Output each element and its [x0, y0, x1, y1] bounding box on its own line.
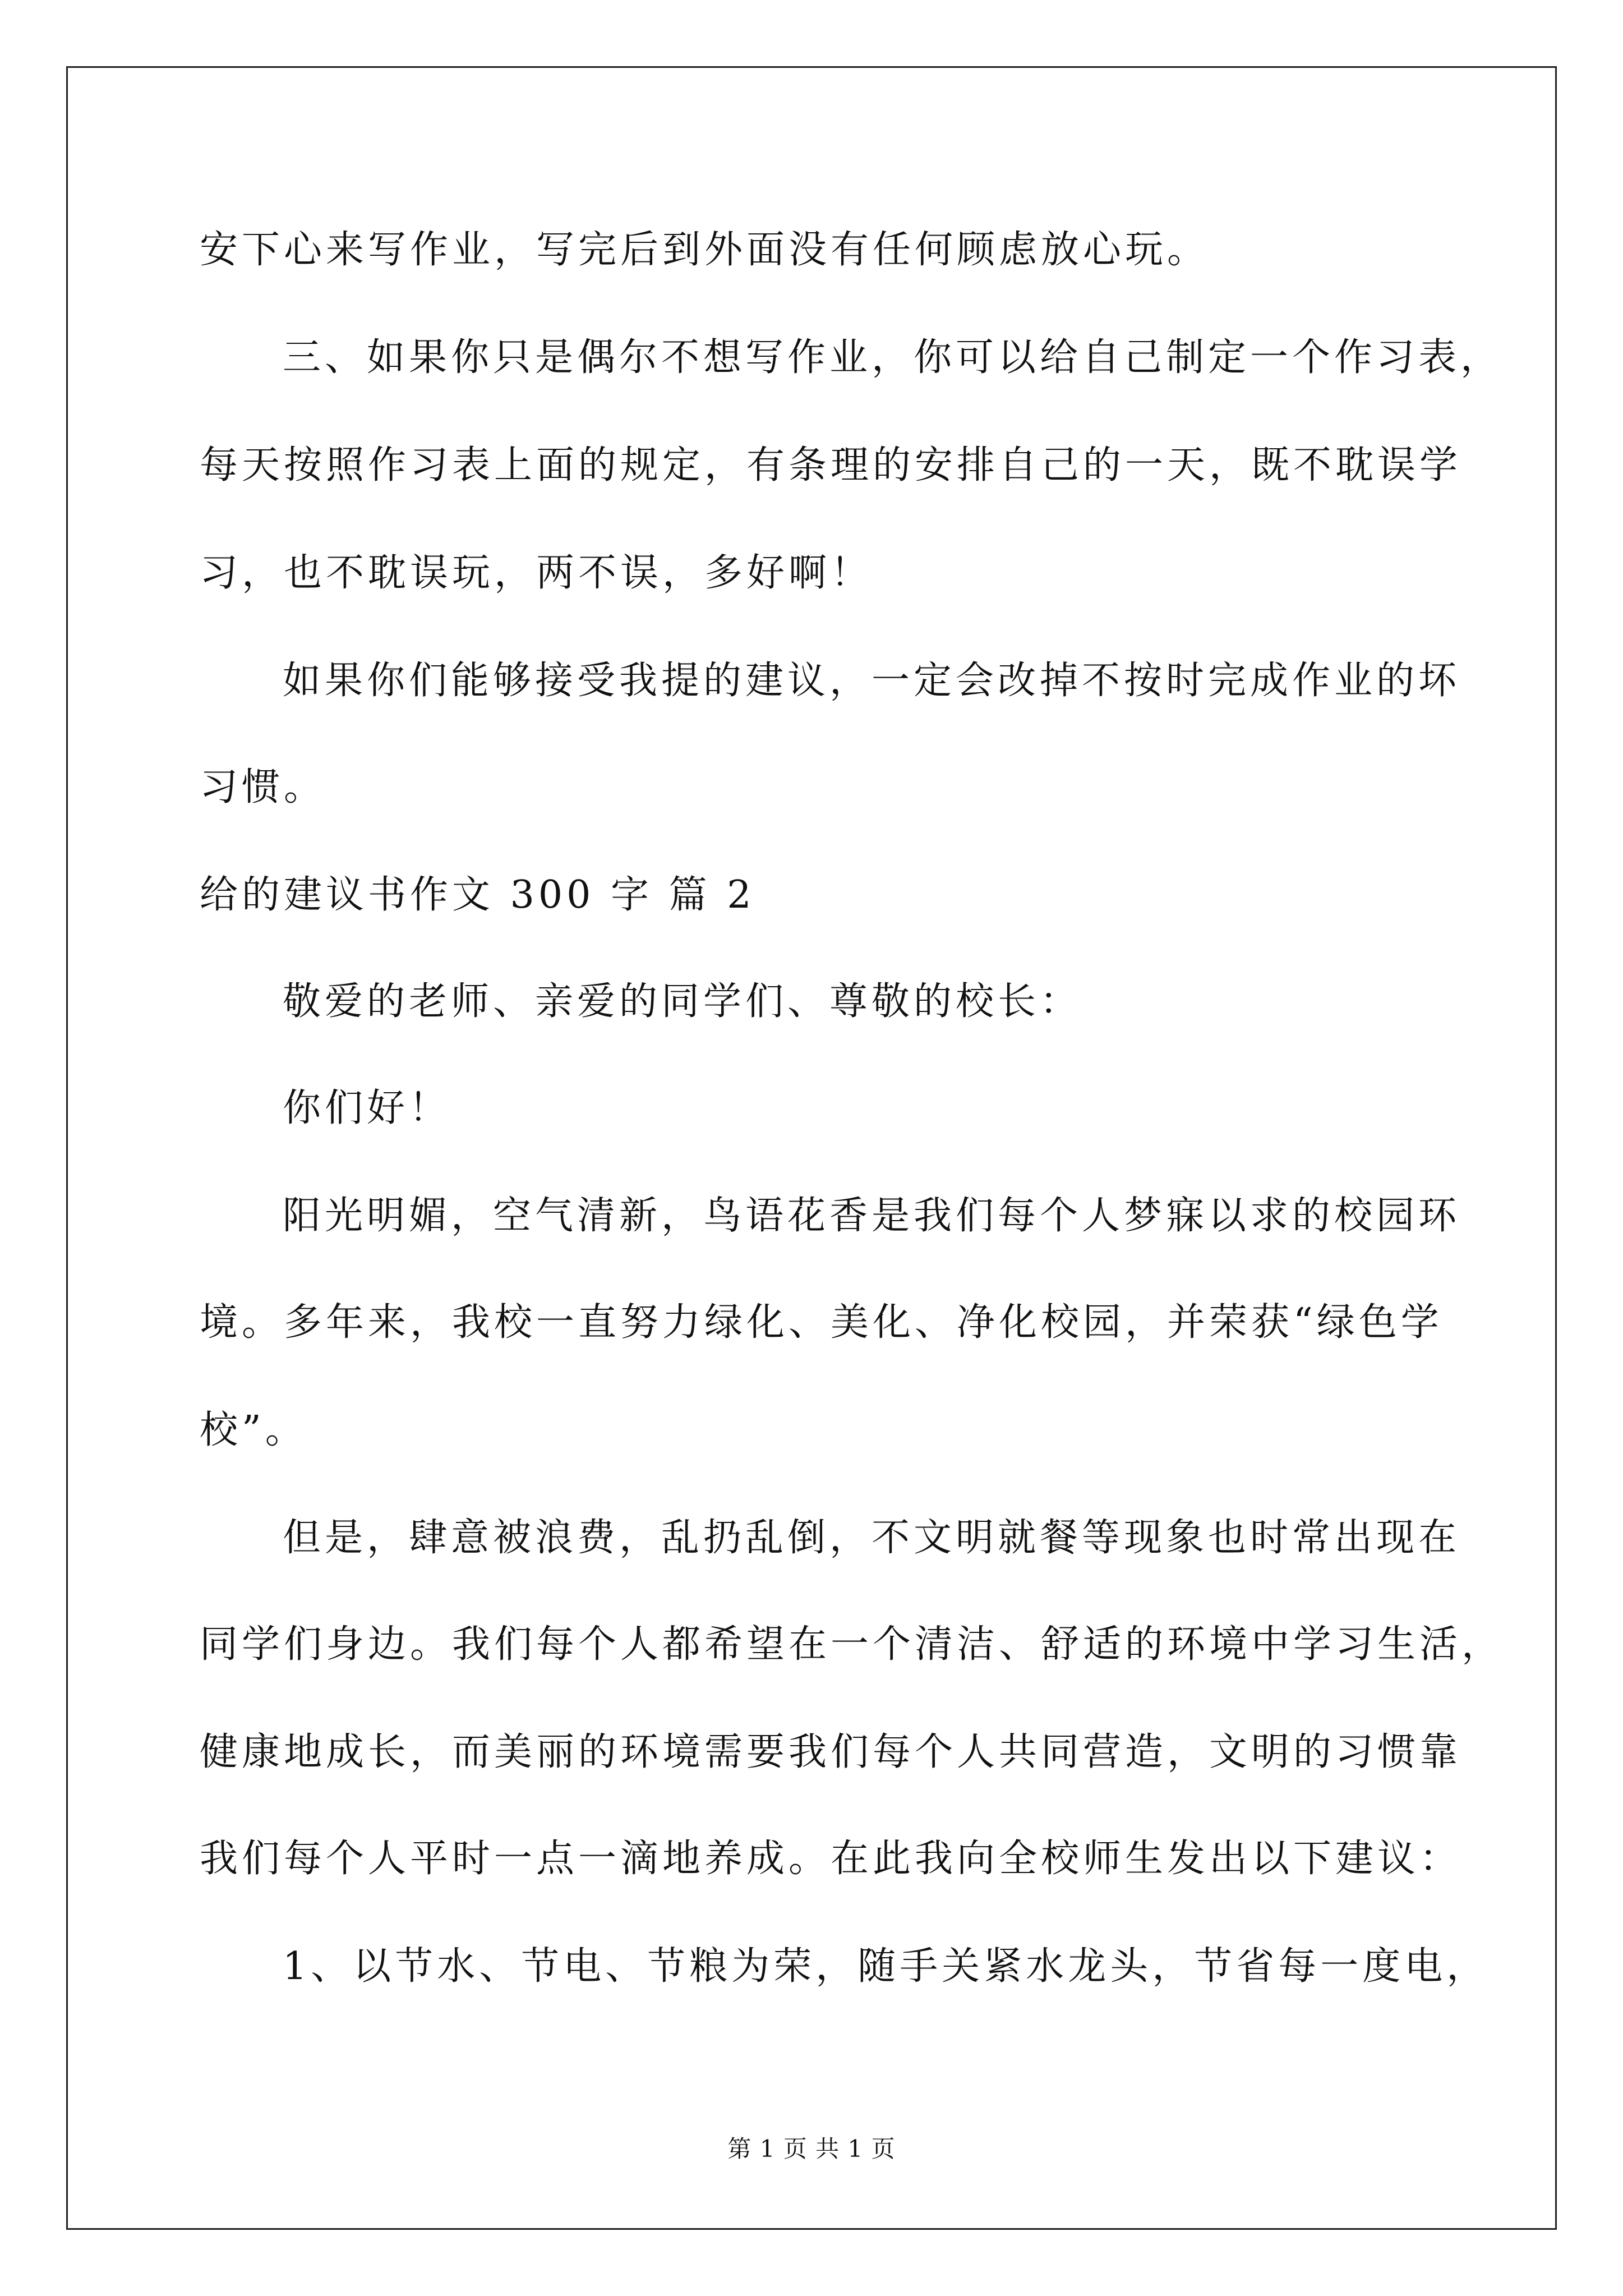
section-heading: 给的建议书作文 300 字 篇 2 [200, 873, 755, 917]
paragraph-line: 我们每个人平时一点一滴地养成。在此我向全校师生发出以下建议： [200, 1837, 1462, 1881]
paragraph-line: 境。多年来，我校一直努力绿化、美化、净化校园，并荣获“绿色学 [200, 1300, 1443, 1345]
greeting-line: 你们好！ [283, 1086, 451, 1130]
paragraph-line: 如果你们能够接受我提的建议，一定会改掉不按时完成作业的坏 [283, 659, 1461, 703]
paragraph-line: 1、以节水、节电、节粮为荣，随手关紧水龙头，节省每一度电， [283, 1944, 1489, 1989]
salutation-line: 敬爱的老师、亲爱的同学们、尊敬的校长： [283, 979, 1082, 1024]
paragraph-line: 同学们身边。我们每个人都希望在一个清洁、舒适的环境中学习生活， [200, 1622, 1504, 1667]
paragraph-line: 习，也不耽误玩，两不误，多好啊！ [200, 551, 873, 595]
paragraph-line: 习惯。 [200, 765, 326, 809]
paragraph-line: 每天按照作习表上面的规定，有条理的安排自己的一天，既不耽误学 [200, 443, 1462, 487]
page-border [66, 66, 1557, 2230]
page-footer: 第 1 页 共 1 页 [727, 2135, 896, 2162]
paragraph-line: 校”。 [200, 1408, 307, 1452]
paragraph-line: 三、如果你只是偶尔不想写作业，你可以给自己制定一个作习表， [283, 335, 1503, 380]
paragraph-line: 健康地成长，而美丽的环境需要我们每个人共同营造，文明的习惯靠 [200, 1730, 1462, 1774]
paragraph-line: 阳光明媚，空气清新，鸟语花香是我们每个人梦寐以求的校园环 [283, 1194, 1461, 1238]
paragraph-line: 安下心来写作业，写完后到外面没有任何顾虑放心玩。 [200, 228, 1210, 272]
paragraph-line: 但是，肆意被浪费，乱扔乱倒，不文明就餐等现象也时常出现在 [283, 1516, 1461, 1560]
